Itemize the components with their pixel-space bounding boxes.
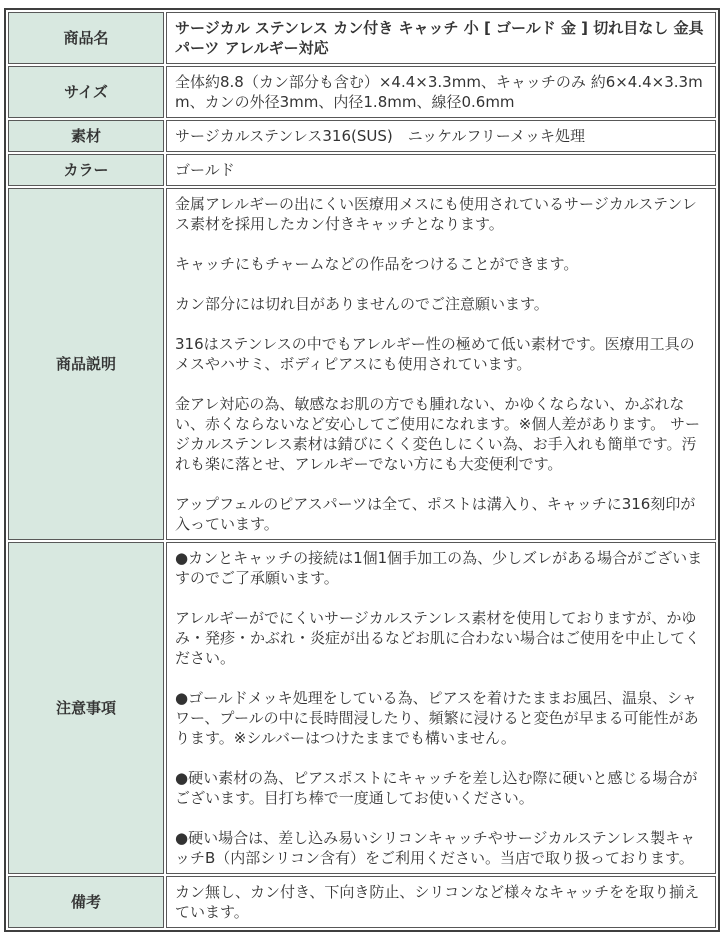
material-value: サージカルステンレス316(SUS) ニッケルフリーメッキ処理 xyxy=(166,120,716,152)
description-value xyxy=(166,188,716,540)
table-row-product-name xyxy=(8,12,716,64)
table-row-color xyxy=(8,154,716,186)
cautions-label: 注意事項 xyxy=(8,542,164,874)
cautions-paragraph: ●硬い素材の為、ピアスポストにキャッチを差し込む際に硬いと感じる場合がございます。目打ち棒で一度通してお使いください。 xyxy=(175,769,698,807)
cautions-paragraph: アレルギーがでにくいサージカルステンレス素材を使用しておりますが、かゆみ・発疹・かぶれ・炎症が出るなどお肌に合わない場合はご使用を中止してください。 xyxy=(175,609,701,667)
cautions-paragraph: ●硬い場合は、差し込み易いシリコンキャッチやサージカルステンレス製キャッチB（内部シリコン含有）をご利用ください。当店で取り扱っております。 xyxy=(175,829,696,867)
product-name-value: サージカル ステンレス カン付き キャッチ 小 [ ゴールド 金 ] 切れ目なし 金具 パーツ アレルギー対応 xyxy=(166,12,716,64)
table-row-description xyxy=(8,188,716,540)
color-label: カラー xyxy=(8,154,164,186)
cautions-paragraph: ●ゴールドメッキ処理をしている為、ピアスを着けたままお風呂、温泉、シャワー、プールの中に長時間浸したり、頻繁に浸けると変色が早まる可能性があります。※シルバーはつけたままでも構いません。 xyxy=(175,689,699,747)
table-row-material xyxy=(8,120,716,152)
table-row-remarks xyxy=(8,876,716,928)
product-name-label: 商品名 xyxy=(8,12,164,64)
table-row-cautions xyxy=(8,542,716,874)
description-paragraph: 金アレ対応の為、敏感なお肌の方でも腫れない、かゆくならない、かぶれない、赤くならないなど安心してご使用になれます。※個人差があります。 サージカルステンレス素材は錆びにくく変色しにくい為、お手入れも簡単です。汚れも楽に落とせ、アレルギーでない方にも大変便利です。 xyxy=(175,395,700,473)
description-paragraph: 金属アレルギーの出にくい医療用メスにも使用されているサージカルステンレス素材を採用したカン付きキャッチとなります。 xyxy=(175,195,697,233)
cautions-paragraph: ●カンとキャッチの接続は1個1個手加工の為、少しズレがある場合がございますのでご了承願います。 xyxy=(175,549,703,587)
product-spec-table xyxy=(4,8,720,932)
description-paragraph: 316はステンレスの中でもアレルギー性の極めて低い素材です。医療用工具のメスやハサミ、ボディピアスにも使用されています。 xyxy=(175,335,695,373)
remarks-value: カン無し、カン付き、下向き防止、シリコンなど様々なキャッチをを取り揃えています。 xyxy=(166,876,716,928)
description-paragraph: カン部分には切れ目がありませんのでご注意願います。 xyxy=(175,295,549,313)
remarks-label: 備考 xyxy=(8,876,164,928)
description-paragraph: キャッチにもチャームなどの作品をつけることができます。 xyxy=(175,255,579,273)
material-label: 素材 xyxy=(8,120,164,152)
description-paragraph: アップフェルのピアスパーツは全て、ポストは溝入り、キャッチに316刻印が入っています。 xyxy=(175,495,696,533)
color-value: ゴールド xyxy=(166,154,716,186)
description-label: 商品説明 xyxy=(8,188,164,540)
size-value: 全体約8.8（カン部分も含む）×4.4×3.3mm、キャッチのみ 約6×4.4×3.3mm、カンの外径3mm、内径1.8mm、線径0.6mm xyxy=(166,66,716,118)
size-label: サイズ xyxy=(8,66,164,118)
table-row-size xyxy=(8,66,716,118)
cautions-value xyxy=(166,542,716,874)
